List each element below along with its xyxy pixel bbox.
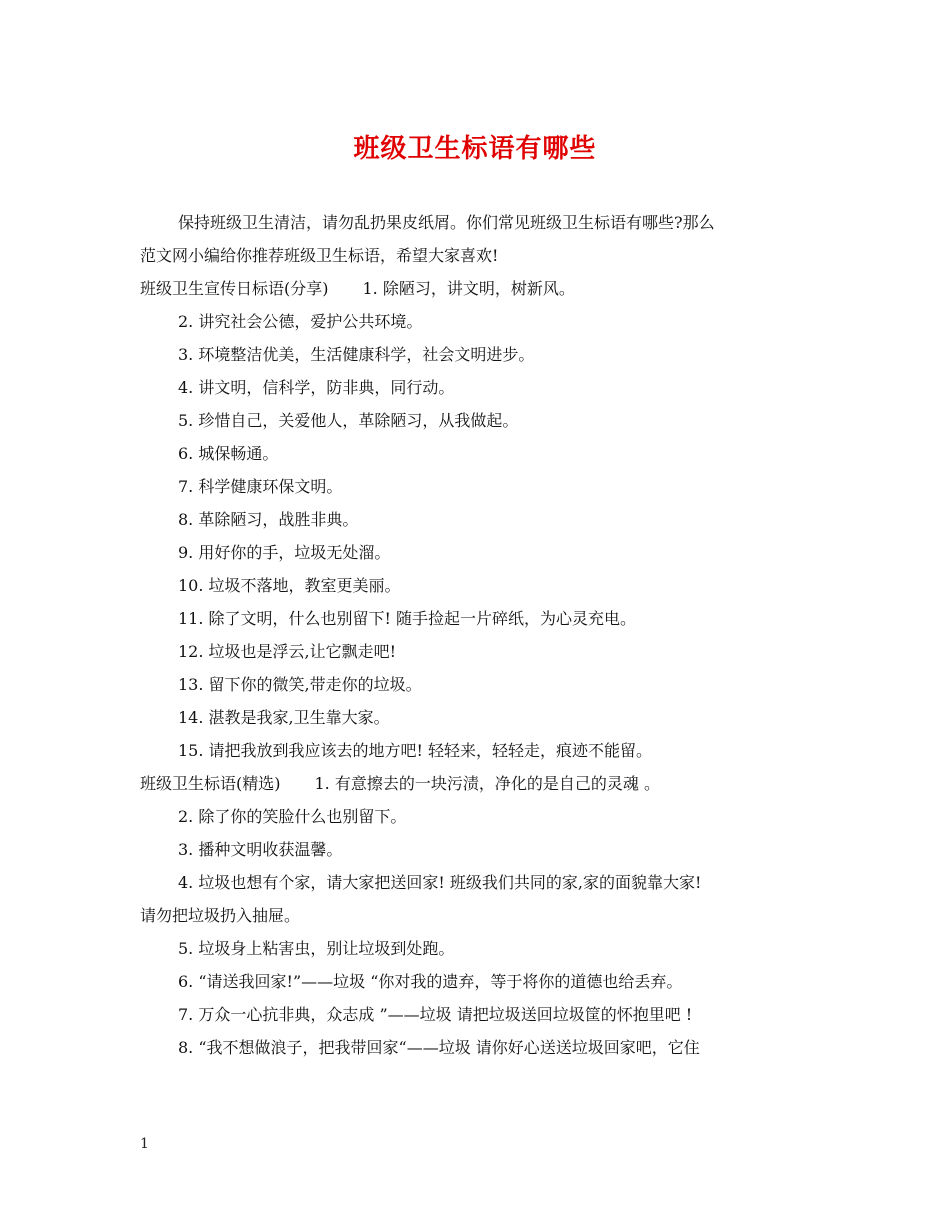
section-2-item-3: 3. 播种文明收获温馨。 [178, 840, 343, 859]
section-2-item-1: 1. 有意擦去的一块污渍，净化的是自己的灵魂 。 [314, 774, 660, 793]
section-1-item-15: 15. 请把我放到我应该去的地方吧! 轻轻来，轻轻走，痕迹不能留。 [178, 741, 653, 760]
section-1-item-9: 9. 用好你的手，垃圾无处溜。 [178, 543, 391, 562]
section-2-item-4-line-1: 4. 垃圾也想有个家，请大家把送回家! 班级我们共同的家,家的面貌靠大家! [178, 873, 702, 892]
intro-line-1: 保持班级卫生清洁，请勿乱扔果皮纸屑。你们常见班级卫生标语有哪些?那么 [178, 213, 715, 232]
section-1-item-1: 1. 除陋习，讲文明，树新风。 [362, 279, 575, 298]
section-2-heading-line [140, 767, 812, 800]
section-1-item-3: 3. 环境整洁优美，生活健康科学，社会文明进步。 [178, 345, 535, 364]
section-1-item-8: 8. 革除陋习，战胜非典。 [178, 510, 359, 529]
intro-line-2: 范文网小编给你推荐班级卫生标语，希望大家喜欢! [140, 246, 499, 265]
section-1-heading-line [140, 272, 812, 305]
section-2-item-7: 7. 万众一心抗非典，众志成 ”——垃圾 请把垃圾送回垃圾筐的怀抱里吧 ! [178, 1005, 693, 1024]
section-1-item-4: 4. 讲文明，信科学，防非典，同行动。 [178, 378, 455, 397]
document-body [140, 206, 812, 1064]
section-1-item-5: 5. 珍惜自己，关爱他人，革除陋习，从我做起。 [178, 411, 519, 430]
page-number: 1 [140, 1136, 149, 1152]
section-1-item-2: 2. 讲究社会公德，爱护公共环境。 [178, 312, 423, 331]
section-2-item-2: 2. 除了你的笑脸什么也别留下。 [178, 807, 407, 826]
section-2-heading: 班级卫生标语(精选) [140, 774, 281, 793]
section-2-item-8: 8. “我不想做浪子，把我带回家“——垃圾 请你好心送送垃圾回家吧，它住 [178, 1038, 700, 1057]
section-1-item-11: 11. 除了文明，什么也别留下! 随手捡起一片碎纸，为心灵充电。 [178, 609, 637, 628]
section-1-item-10: 10. 垃圾不落地，教室更美丽。 [178, 576, 401, 595]
section-1-item-12: 12. 垃圾也是浮云,让它飘走吧! [178, 642, 397, 661]
section-1-heading: 班级卫生宣传日标语(分享) [140, 279, 329, 298]
section-2-item-6: 6. “请送我回家!”——垃圾 “你对我的遗弃，等于将你的道德也给丢弃。 [178, 972, 683, 991]
document-title: 班级卫生标语有哪些 [353, 134, 597, 164]
section-2-item-4-line-2: 请勿把垃圾扔入抽屉。 [140, 906, 301, 925]
section-1-item-7: 7. 科学健康环保文明。 [178, 477, 343, 496]
section-1-item-13: 13. 留下你的微笑,带走你的垃圾。 [178, 675, 422, 694]
section-2-item-5: 5. 垃圾身上粘害虫，别让垃圾到处跑。 [178, 939, 455, 958]
section-1-item-6: 6. 城保畅通。 [178, 444, 279, 463]
section-1-item-14: 14. 湛教是我家,卫生靠大家。 [178, 708, 390, 727]
